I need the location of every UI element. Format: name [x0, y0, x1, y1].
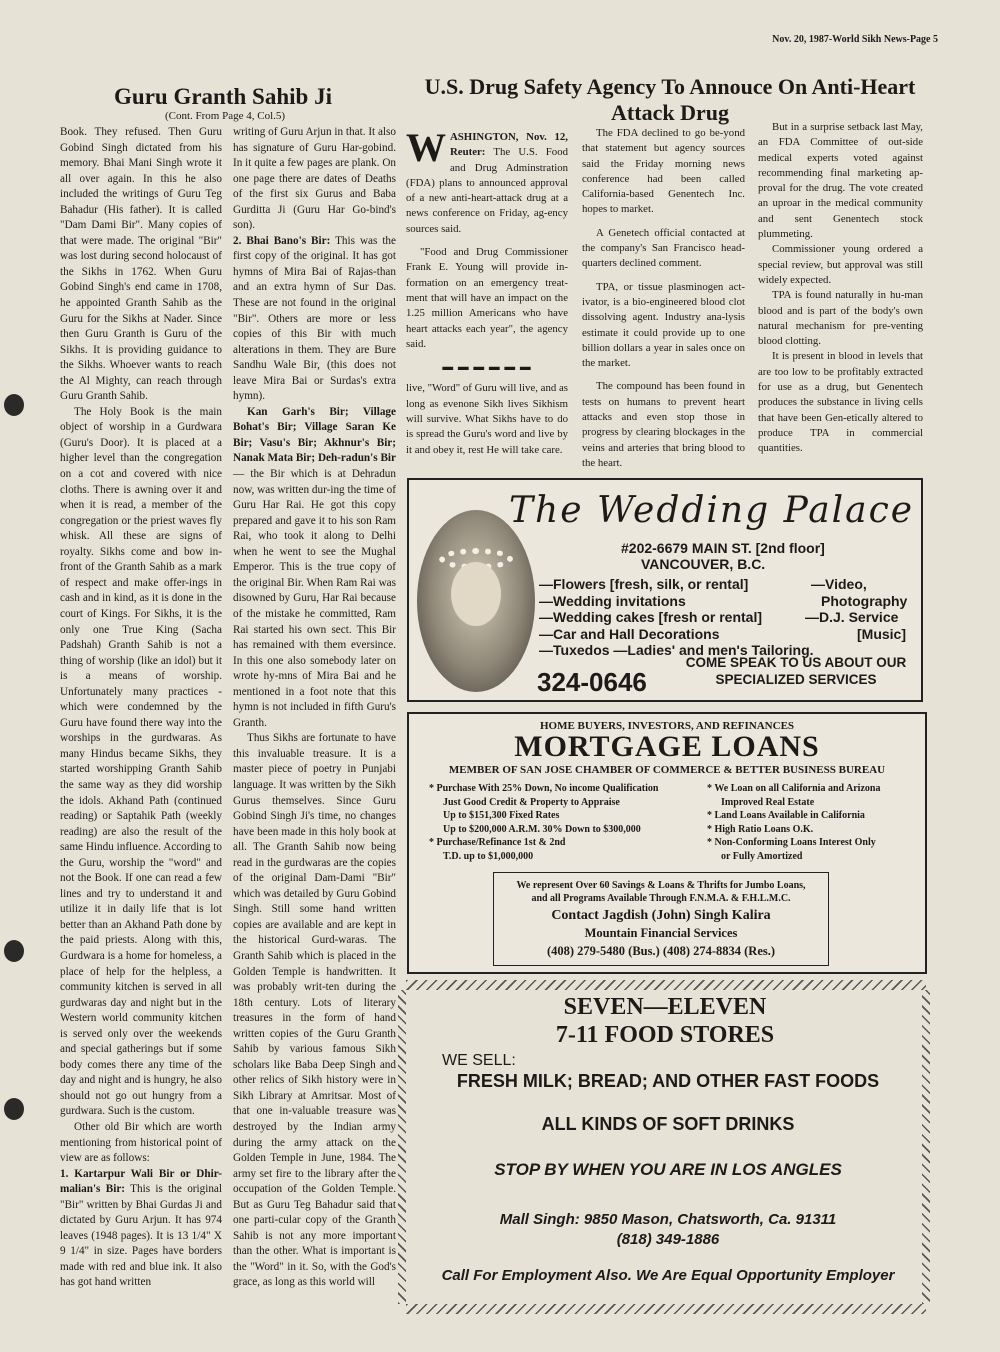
mortgage-contact-box	[493, 872, 829, 966]
service-left: —Tuxedos —Ladies' and men's Tailoring.	[539, 642, 814, 658]
seven-title: SEVEN—ELEVEN	[563, 994, 767, 1020]
list-item: Up to $151,300 Fixed Rates	[443, 810, 560, 821]
service-right: Photography	[821, 592, 908, 609]
bride-photo	[417, 510, 535, 692]
kartarpur-heading: 1. Kartarpur Wali Bir or Dhir-malian's Bir:	[60, 1167, 222, 1196]
list-item: * Land Loans Available in California	[707, 810, 865, 821]
mortgage-left-list	[429, 782, 689, 863]
list-item: or Fully Amortized	[721, 850, 803, 862]
service-row	[539, 609, 919, 626]
service-right: —Video,	[811, 576, 867, 592]
stop-by: STOP BY WHEN YOU ARE IN LOS ANGLES	[494, 1160, 842, 1179]
service-left: —Wedding cakes [fresh or rental]	[539, 609, 763, 625]
service-left: —Wedding invitations	[539, 592, 686, 609]
wedding-services-list	[539, 576, 919, 659]
service-row	[539, 593, 919, 610]
guru-continued-note: (Cont. From Page 4, Col.5)	[164, 110, 286, 122]
service-right: [Music]	[857, 625, 906, 642]
bano-heading: 2. Bhai Bano's Bir:	[233, 234, 331, 247]
binder-hole-1	[4, 394, 24, 416]
wedding-tagline: COME SPEAK TO US ABOUT OUR SPECIALIZED SERVICES	[685, 655, 907, 687]
kartarpur-text: This is the original "Bir" written by Bhai Gurdas Ji and dictated by Guru Arjun. It has 974 leaves (1948 pages). It is 13 1/4" X 9 1/4" in size. Pages have borders made with red and blue ink. It also has got hand written	[60, 1183, 222, 1289]
drug-column-2	[582, 126, 745, 476]
drug-paragraph: Commissioner young ordered a special review, but approval was still widely expected.	[758, 243, 923, 286]
represent-line-2: and all Programs Available Through F.N.M.A. & F.H.L.M.C.	[531, 893, 791, 904]
mortgage-headline: MORTGAGE LOANS	[514, 730, 820, 763]
wedding-palace-logo: The Wedding Palace	[509, 490, 915, 531]
we-sell: WE SELL:	[442, 1052, 516, 1069]
mortgage-member-line: MEMBER OF SAN JOSE CHAMBER OF COMMERCE & BETTER BUSINESS BUREAU	[448, 764, 886, 776]
section-divider: ▬ ▬ ▬ ▬ ▬ ▬	[442, 361, 532, 374]
dateline: ASHINGTON, Nov. 12, Reuter:	[450, 131, 568, 159]
drug-column-1	[406, 130, 568, 478]
drug-paragraph: It is present in blood in levels that are too low to be profitably extracted for use as a drug, but Genentech produces the substance in living cells that have been Gen-etically altered to produce TPA in commercial quantities.	[758, 350, 923, 455]
guru-paragraph: Thus Sikhs are fortunate to have this invaluable treasure. It is a master piece of poetry in Punjabi language. It was written by the Sikh Gurus themselves. Since Guru Gobind Singh Ji's time, no changes have been made in this holy book at all. The Granth Sahib now being read in the gurdwaras are the copies of the original Dam-Dami "Bir" which was detailed by Guru Gobind Singh. Still some hand written copies are available and are kept in the historical Gurd-waras. The Granth Sahib which is placed in the Golden Temple is handwritten. It was probably writ-ten during the 18th century. Lots of literary treasures in the form of hand written copies of the Guru Granth Sahib by various famous Sikh scholars like Baba Deep Singh and other relics of Sikh history were in Sikh Library at Amritsar. Most of that one in-valuable treasure was destroyed by the Indian army during the army attack on the Golden Temple in June, 1984. The army set fire to the library after the occupation of the Golden Temple. But as Guru Teg Bahadur said that one parti-cular copy of the Granth Sahib is not any more important than the other. What is important is the "Word" in it. So, with the God's grace, as long as this world will	[233, 732, 396, 1289]
service-row	[539, 626, 919, 643]
drug-paragraph: The compound has been found in tests on humans to prevent heart attacks and even stop those in progress by clearing blockages in the veins and arteries that bring blood to the heart.	[582, 380, 745, 469]
mortgage-top-line: HOME BUYERS, INVESTORS, AND REFINANCES	[539, 720, 795, 732]
service-right: —D.J. Service	[805, 609, 899, 625]
mortgage-right-list	[707, 782, 921, 863]
drug-paragraph: The U.S. Food and Drug Adminstration (FDA) plans to announced approval of a new anti-heart-attack drug at a news conference on Friday, ag-ency sources said.	[406, 146, 568, 235]
wedding-phone: 324-0646	[537, 667, 647, 697]
mall-address	[418, 1210, 918, 1250]
bano-text: This was the first copy of the original. It has got hymns of Mira Bai of Rajas-than and an extra hymn of Sur Das. These are not found in the original "Bir". Others are more or less copies of this Bir with much alterations in them. They are Bure Sandhu Wale Bir, (this does not leave Mira Bai or Surdas's extra hymn).	[233, 234, 396, 403]
drug-paragraph: TPA is found naturally in hu-man blood and is part of the body's own natural mechanism for pre-venting blood clotting.	[758, 289, 923, 348]
drug-paragraph: "Food and Drug Commissioner Frank E. Young will provide in-formation on an emergency treat-ment that will have an impact on the 1.25 million Americans who have heart attacks each year", the agency said.	[406, 246, 568, 350]
kan-text: — the Bir which is at Dehradun now, was written dur-ing the time of Guru Har Rai. He got this copy prepared and gave it to his son Ram Rai, who took it along to Delhi when he went to see the Mughal Emperor. This is the true copy of the original Bir. When Ram Rai was disowned by Guru, Har Rai because of the mistake he committed, Ram Rai started his own sect. This Bir has remained with them eversince. In this one also somebody later on wrote hy-mns of Mira Bai and he mentioned in a foot note that this hymn is not included in fifth Guru's Granth.	[233, 468, 396, 729]
service-left: —Car and Hall Decorations	[539, 625, 720, 642]
mall-line: Mall Singh: 9850 Mason, Chatsworth, Ca. 91311	[499, 1211, 837, 1228]
list-item: Just Good Credit & Property to Appraise	[443, 796, 620, 808]
mortgage-loans-ad	[407, 712, 927, 974]
wedding-address: #202-6679 MAIN ST. [2nd floor]	[621, 540, 825, 556]
binder-hole-2	[4, 940, 24, 962]
guru-article-title: Guru Granth Sahib Ji	[114, 84, 332, 109]
guru-paragraph: The Holy Book is the main object of worship in a Gurdwara (Guru's Door). It is placed at a higher level than the congregation on a cot and covered with nice cloths. There is awning over it and when it is read, a member of the congregation or the priest waves fly whisk. All these are signs of royalty. Sikhs come and bow in-front of the Granth Sahib as a mark of respect and make offer-ings in cash and in kind, as it is done in the court of Kings. For Sikhs, it is the only one True King (Sacha Padshah) Granth Sahib is not a thing of worship (like an idol) but it is a means of worship. Unfortunately many practices - which were condemned by the Guru have found there way into the worships in the gurdwaras. As many Hindus became Sikhs, they started worshipping Granth Sahib the same way as they did worship the idols. Akhand Path (continued reading) or Saptahik Path (weekly reading) are also the result of the same Hindu influence. According to the Guru, worship the "word" and not the Book. If one can read a few lines and try to understand it and utilize it in daily life that is lot better than an Akhand Path done by the paid priests. Along with this, Gurdwara is a home for homeless, a place of help for the helpless, a community kitchen is served in all gurdwaras day and night but in the Western world community kitchen is served only over the weekends and special gatherings but if some body comes there any time of the day and night and is hungry, he also should not go out hungry from a gurdwara. Such is the custom.	[60, 405, 222, 1118]
mall-phone: (818) 349-1886	[616, 1231, 720, 1248]
drug-article-title: U.S. Drug Safety Agency To Annouce On Anti-Heart Attack Drug	[424, 74, 916, 125]
soft-drinks: ALL KINDS OF SOFT DRINKS	[541, 1114, 795, 1134]
list-item: * Purchase With 25% Down, No income Qualification	[429, 783, 659, 794]
guru-column-1	[60, 125, 222, 1320]
list-item: * Purchase/Refinance 1st & 2nd	[429, 837, 566, 848]
fresh-foods: FRESH MILK; BREAD; AND OTHER FAST FOODS	[456, 1071, 880, 1091]
drop-cap: W	[406, 130, 446, 170]
drug-paragraph: The FDA declined to go be-yond that statement but agency sources said the Friday morning news conference had been called California-based Genentech Inc. hopes to market.	[582, 127, 745, 216]
service-left: —Flowers [fresh, silk, or rental]	[539, 576, 749, 592]
guru-paragraph: Other old Bir which are worth mentioning from historical point of view are as follows:	[60, 1121, 222, 1165]
guru-paragraph: Book. They refused. Then Guru Gobind Singh dictated from his memory. Bhai Mani Singh wrote it all over again. In this he also included the writings of Guru Teg Bahadur (His father). It is called "Dam Dami Bir". Many copies of that were made. The original "Bir" was lost during second holocaust of the Sikhs in 1762. When Guru Gobind Singh's end came in 1708, he appointed Granth Sahib as the Guru for the Sikhs at Nader. Since then Guru Granth is Guru of the Sikhs. It is providing guidance to the Sikhs. Whoever wants to reach the Al Mighty, can reach through Guru Granth Sahib.	[60, 126, 222, 403]
represent-line-1: We represent Over 60 Savings & Loans & Thrifts for Jumbo Loans,	[516, 880, 806, 891]
drug-paragraph: But in a surprise setback last May, an FDA Committee of out-side medical experts voted against recommending final marketing ap-proval for the drug. The vote created an uproar in the medical community and sent Genentech stock plummeting.	[758, 121, 923, 241]
drug-column-3	[758, 120, 923, 472]
list-item: Improved Real Estate	[721, 796, 815, 808]
firm-name: Mountain Financial Services	[584, 926, 738, 940]
wavy-border-bottom	[406, 1304, 926, 1314]
wedding-palace-ad	[407, 478, 923, 702]
drug-paragraph: A Genetech official contacted at the company's San Francisco head-quarters declined comment.	[582, 226, 745, 270]
bride-face	[451, 562, 501, 626]
contact-name: Contact Jagdish (John) Singh Kalira	[551, 908, 771, 923]
kan-heading: Kan Garh's Bir; Village Bohat's Bir; Village Saran Ke Bir; Vasu's Bir; Akhnur's Bir; Nanak Mata Bir; Deh-radun's Bir	[233, 405, 396, 465]
seven-subtitle: 7-11 FOOD STORES	[555, 1022, 775, 1048]
page-folio: Nov. 20, 1987-World Sikh News-Page 5	[772, 34, 938, 45]
guru-continuation: live, "Word" of Guru will live, and as long as evenone Sikh lives Sikhism will survive. What Sikhs have to do is spread the Guru's word and live by it and obey it, rest He will take care.	[406, 382, 568, 456]
list-item: Up to $200,000 A.R.M. 30% Down to $300,000	[443, 823, 641, 835]
wedding-city: VANCOUVER, B.C.	[641, 556, 766, 572]
list-item: * High Ratio Loans O.K.	[707, 823, 814, 835]
binder-hole-3	[4, 1098, 24, 1120]
list-item: * Non-Conforming Loans Interest Only	[707, 837, 876, 848]
guru-column-2	[233, 125, 396, 1320]
seven-eleven-ad	[398, 980, 932, 1316]
drug-paragraph: TPA, or tissue plasminogen act-ivator, is a bio-engineered blood clot dissolving agent. Industry ana-lysis estimate it could provide up to one billion dollars a year in sales once on the market.	[582, 280, 745, 370]
contact-phones: (408) 279-5480 (Bus.) (408) 274-8834 (Res.)	[546, 944, 776, 958]
employment-note: Call For Employment Also. We Are Equal Opportunity Employer	[441, 1267, 895, 1284]
wavy-border-top	[406, 980, 926, 990]
service-row	[539, 576, 919, 593]
list-item: * We Loan on all California and Arizona	[707, 783, 881, 794]
guru-paragraph: writing of Guru Arjun in that. It also has signature of Guru Har-gobind. In it quite a few pages are plank. On one page there are dates of Deaths of the first six Gurus and Baba Gurditta Ji (Guru Har Go-bind's son).	[233, 126, 396, 232]
list-item: T.D. up to $1,000,000	[443, 850, 534, 862]
